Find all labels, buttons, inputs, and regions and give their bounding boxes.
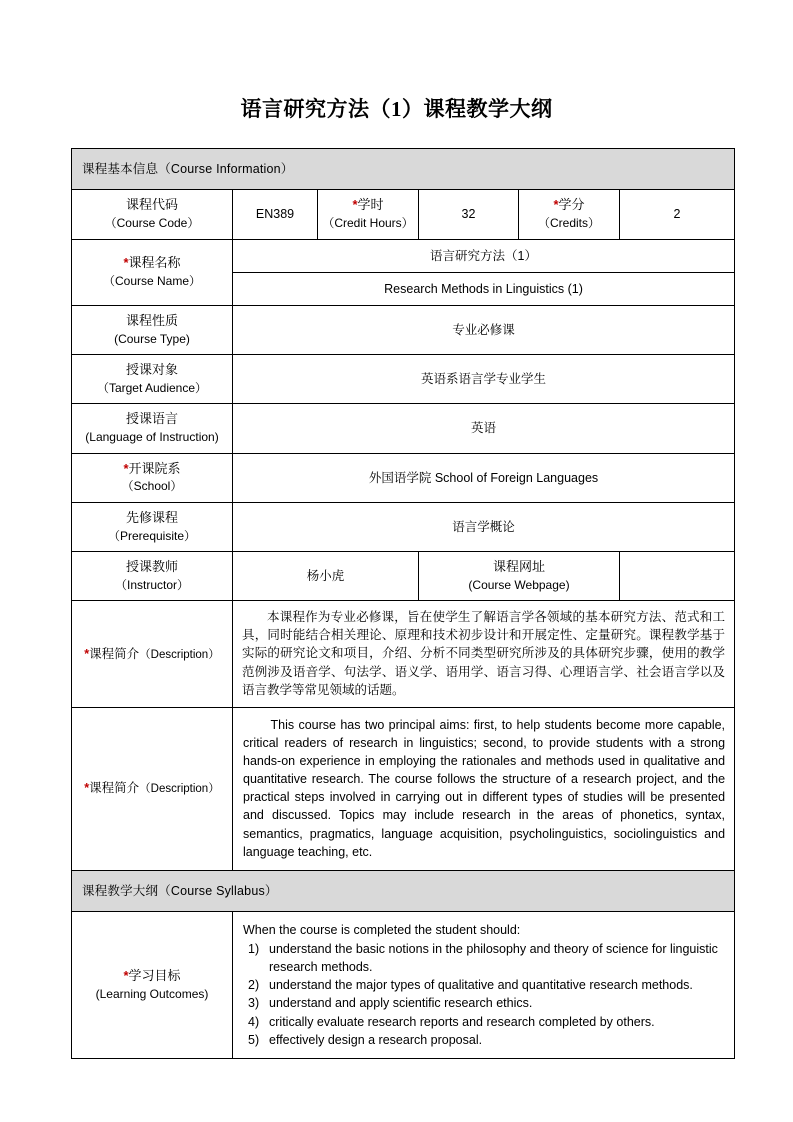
- label-credits-en: （Credits）: [537, 216, 600, 231]
- required-asterisk-icon: *: [553, 197, 559, 213]
- list-item: [243, 1013, 725, 1031]
- table-row: [72, 502, 735, 551]
- table-row: [72, 149, 735, 190]
- value-school: 外国语学院 School of Foreign Languages: [233, 453, 735, 502]
- list-item-text: critically evaluate research reports and research completed by others.: [269, 1014, 655, 1029]
- value-learning-outcomes: [233, 911, 735, 1058]
- page-title: 语言研究方法（1）课程教学大纲: [240, 97, 553, 121]
- label-course-webpage: [419, 551, 620, 600]
- table-row: [72, 239, 735, 272]
- list-item-text: effectively design a research proposal.: [269, 1032, 483, 1047]
- list-item-number: 4): [248, 1014, 260, 1029]
- label-course-type-en: (Course Type): [114, 331, 190, 346]
- list-item-number: 2): [248, 978, 260, 993]
- label-learning-outcomes-en: (Learning Outcomes): [95, 986, 209, 1001]
- label-instructor-cn: 授课教师: [125, 558, 178, 574]
- table-row: [72, 911, 735, 1058]
- value-course-webpage: [620, 551, 735, 600]
- value-target-audience: 英语系语言学专业学生: [233, 355, 735, 404]
- required-asterisk-icon: *: [84, 646, 90, 661]
- label-learning-outcomes-cn: *学习目标: [123, 967, 181, 983]
- label-school: [72, 453, 233, 502]
- label-instructor-en: （Instructor）: [114, 577, 190, 592]
- section-header-course-information: 课程基本信息（Course Information）: [72, 149, 735, 190]
- value-instructor: 杨小虎: [233, 551, 419, 600]
- list-item: [243, 976, 725, 994]
- table-row: [72, 305, 735, 354]
- list-item-number: 5): [248, 1032, 260, 1047]
- value-prerequisite: 语言学概论: [233, 502, 735, 551]
- course-syllabus-table: [71, 148, 735, 1059]
- list-item-text: understand the basic notions in the philosophy and theory of science for linguistic research methods.: [269, 942, 718, 975]
- required-asterisk-icon: *: [123, 967, 129, 983]
- label-target-audience-cn: 授课对象: [125, 362, 178, 378]
- required-asterisk-icon: *: [352, 197, 358, 213]
- label-credit-hours-cn: *学时: [352, 197, 384, 213]
- label-description-english: *课程简介（Description）: [72, 707, 233, 870]
- label-prerequisite-cn: 先修课程: [125, 509, 178, 525]
- label-course-code: [72, 190, 233, 239]
- value-credit-hours: 32: [419, 190, 519, 239]
- list-item: [243, 1031, 725, 1049]
- label-prerequisite-en: （Prerequisite）: [107, 528, 197, 543]
- learning-outcomes-intro: When the course is completed the student should:: [243, 922, 521, 937]
- label-course-name-en: （Course Name）: [102, 273, 202, 288]
- section-header-course-syllabus: 课程教学大纲（Course Syllabus）: [72, 870, 735, 911]
- value-credits: 2: [620, 190, 735, 239]
- learning-outcomes-list: [243, 940, 725, 1049]
- value-description-chinese: 本课程作为专业必修课，旨在使学生了解语言学各领域的基本研究方法、范式和工具，同时能结合相关理论、原理和技术初步设计和开展定性、定量研究。课程教学基于实际的研究论文和项目，介绍、分析不同类型研究所涉及的具体研究步骤，使用的教学范例涉及语音学、句法学、语义学、语用学、语言习得、心理语言学、社会语言学以及语言教学等常见领域的话题。: [233, 601, 735, 708]
- value-course-code: EN389: [233, 190, 318, 239]
- label-course-webpage-cn: 课程网址: [492, 558, 545, 574]
- label-course-name-cn: *课程名称: [123, 255, 181, 271]
- table-row: [72, 601, 735, 708]
- list-item-text: understand and apply scientific research ethics.: [269, 996, 533, 1011]
- label-credit-hours-en: （Credit Hours）: [322, 216, 414, 231]
- required-asterisk-icon: *: [123, 460, 129, 476]
- label-target-audience-en: （Target Audience）: [96, 380, 208, 395]
- label-language-of-instruction: [72, 404, 233, 453]
- label-language-of-instruction-cn: 授课语言: [125, 411, 178, 427]
- table-row: [72, 870, 735, 911]
- table-row: [72, 707, 735, 870]
- list-item-number: 3): [248, 996, 260, 1011]
- label-school-cn: *开课院系: [123, 460, 181, 476]
- value-language-of-instruction: 英语: [233, 404, 735, 453]
- label-credits: [519, 190, 620, 239]
- label-course-type: [72, 305, 233, 354]
- list-item: [243, 940, 725, 976]
- value-course-name-english: Research Methods in Linguistics (1): [233, 272, 735, 305]
- label-course-webpage-en: (Course Webpage): [468, 577, 570, 592]
- table-row: [72, 190, 735, 239]
- label-course-code-cn: 课程代码: [125, 197, 178, 213]
- label-credit-hours: [318, 190, 419, 239]
- label-language-of-instruction-en: (Language of Instruction): [85, 430, 219, 445]
- list-item-text: understand the major types of qualitative and quantitative research methods.: [269, 978, 693, 993]
- label-description-chinese: *课程简介（Description）: [72, 601, 233, 708]
- label-course-name: [72, 239, 233, 305]
- table-row: [72, 551, 735, 600]
- list-item-number: 1): [248, 942, 260, 957]
- label-course-code-en: （Course Code）: [104, 216, 200, 231]
- table-row: [72, 404, 735, 453]
- label-target-audience: [72, 355, 233, 404]
- value-description-english: This course has two principal aims: first, to help students become more capable, critical readers of research in linguistics; second, to provide students with a strong hands-on experience in employing the rationales and methods used in qualitative and quantitative research. The course follows the structure of a research project, and the practical steps involved in carrying out in different types of studies will be presented and discussed. Topics may include research in the areas of phonetics, syntax, semantics, pragmatics, language acquisition, psycholinguistics, sociolinguistics and language teaching, etc.: [233, 707, 735, 870]
- required-asterisk-icon: *: [123, 255, 129, 271]
- value-course-name-chinese: 语言研究方法（1）: [233, 239, 735, 272]
- value-course-type: 专业必修课: [233, 305, 735, 354]
- label-prerequisite: [72, 502, 233, 551]
- label-course-type-cn: 课程性质: [125, 312, 178, 328]
- label-school-en: （School）: [121, 479, 183, 494]
- required-asterisk-icon: *: [84, 781, 90, 796]
- label-instructor: [72, 551, 233, 600]
- table-row: [72, 355, 735, 404]
- table-row: [72, 453, 735, 502]
- list-item: [243, 994, 725, 1012]
- label-learning-outcomes: [72, 911, 233, 1058]
- label-credits-cn: *学分: [553, 197, 585, 213]
